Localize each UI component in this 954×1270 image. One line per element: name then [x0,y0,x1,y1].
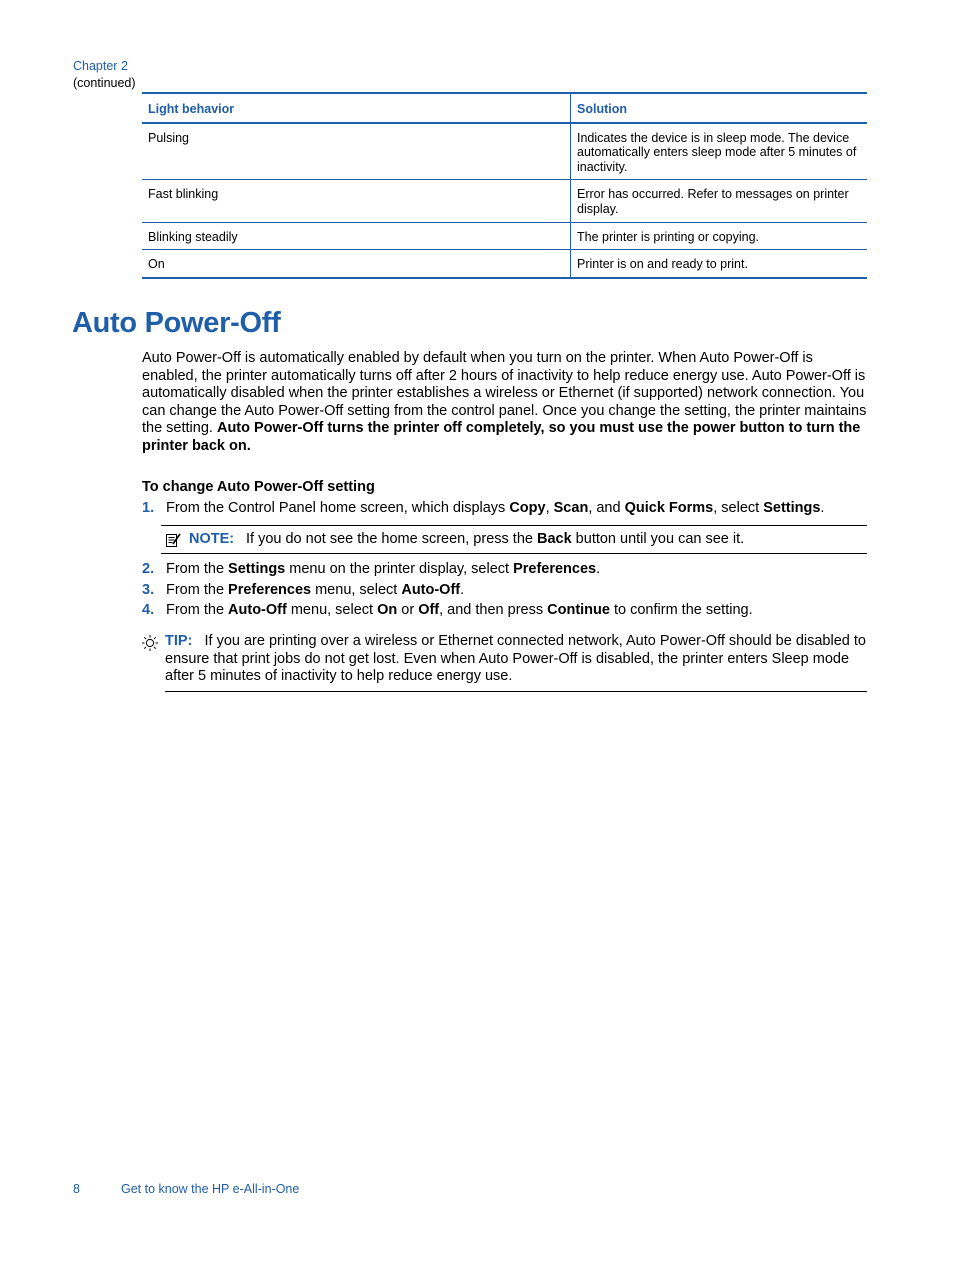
table-cell: On [142,250,571,278]
step-number: 3. [142,582,155,598]
procedure-heading: To change Auto Power-Off setting [142,479,375,495]
table-row [142,222,867,250]
tip-callout [165,633,867,692]
step-text: From the Settings menu on the printer display, select Preferences. [166,561,601,577]
table-header-row [142,93,867,123]
table-cell: Blinking steadily [142,222,571,250]
step-number: 2. [142,561,155,577]
note-callout [161,525,867,554]
intro-text: Auto Power-Off is automatically enabled by default when you turn on the printer. When Auto Power-Off is enabled, the printer automatically turns off after 2 hours of inactivity to help reduce energy use. Auto Power-Off is automatically disabled when the printer establishes a wireless or Ethernet (if supported) network connection. You can change the Auto Power-Off setting from the control panel. Once you change the setting, the printer maintains the setting. [142,350,867,437]
step-text: From the Preferences menu, select Auto-Off. [166,582,465,598]
intro-bold-text: Auto Power-Off turns the printer off completely, so you must use the power button to turn the printer back on. [142,420,861,454]
continued-label: (continued) [73,76,136,90]
step-number: 1. [142,500,155,516]
table-cell: Fast blinking [142,180,571,222]
table-cell: Error has occurred. Refer to messages on printer display. [571,180,868,222]
table-row [142,123,867,180]
tip-label: TIP: [165,633,193,649]
light-behavior-table [142,92,867,279]
intro-paragraph [142,350,870,456]
note-icon [165,532,181,548]
column-header-light-behavior: Light behavior [142,93,571,123]
table-cell: Printer is on and ready to print. [571,250,868,278]
step-text: From the Control Panel home screen, which displays Copy, Scan, and Quick Forms, select Settings. [166,500,825,516]
step-number: 4. [142,602,155,618]
note-label: NOTE: [189,531,235,547]
table-cell: Pulsing [142,123,571,180]
running-header [73,58,136,92]
column-header-solution: Solution [571,93,868,123]
table-row [142,180,867,222]
step-text: From the Auto-Off menu, select On or Off, and then press Continue to confirm the setting. [166,602,753,618]
chapter-label: Chapter 2 [73,59,128,73]
page-number: 8 [73,1182,80,1196]
table-cell: The printer is printing or copying. [571,222,868,250]
note-text: If you do not see the home screen, press the Back button until you can see it. [246,531,745,547]
lightbulb-icon [141,634,159,652]
tip-text: If you are printing over a wireless or Ethernet connected network, Auto Power-Off should be disabled to ensure that print jobs do not get lost. Even when Auto Power-Off is disabled, the printer enters Sleep mode after 5 minutes of inactivity to help reduce energy use. [165,633,866,685]
table-cell: Indicates the device is in sleep mode. The device automatically enters sleep mode after 5 minutes of inactivity. [571,123,868,180]
section-title: Auto Power-Off [72,307,281,339]
footer-title: Get to know the HP e-All-in-One [121,1182,300,1196]
table-row [142,250,867,278]
